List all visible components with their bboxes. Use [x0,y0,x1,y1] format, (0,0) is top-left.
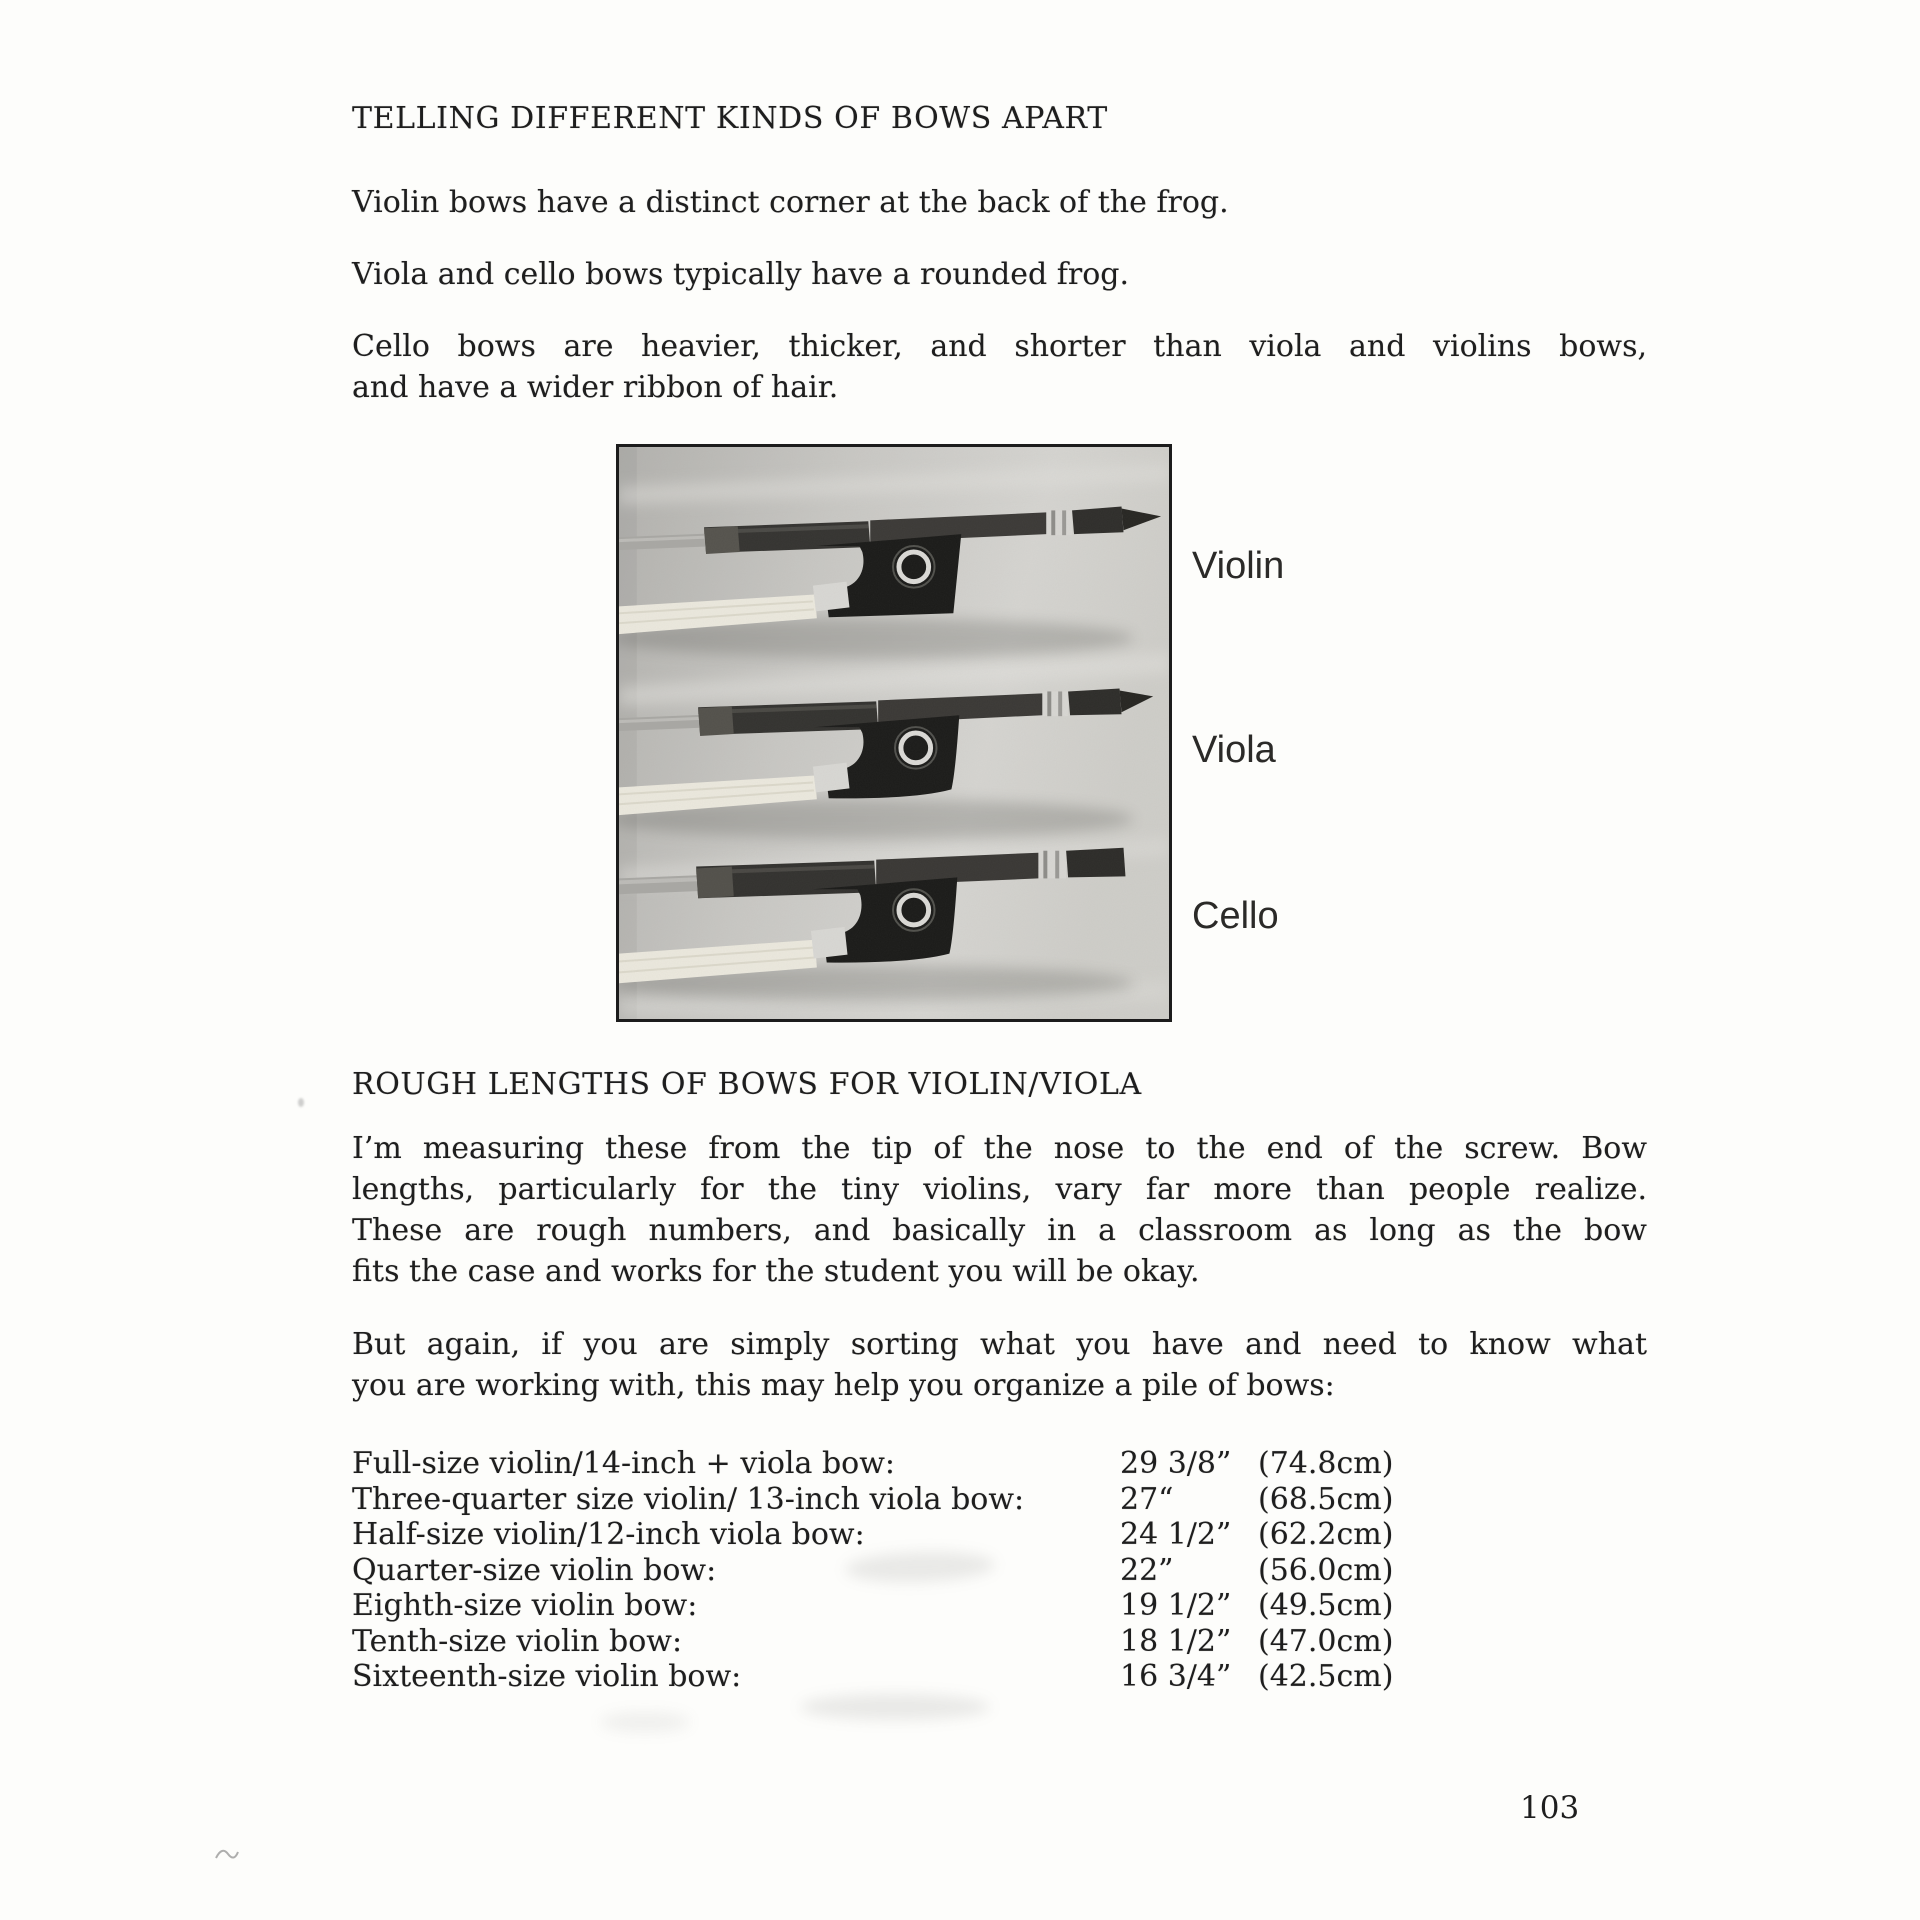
bow-length-inches: 19 1/2” [1120,1588,1232,1623]
section-heading-bow-lengths: ROUGH LENGTHS OF BOWS FOR VIOLIN/VIOLA [352,1067,1142,1102]
bow-length-cm: (74.8cm) [1258,1446,1394,1481]
page-title: TELLING DIFFERENT KINDS OF BOWS APART [352,101,1108,136]
bow-type-label: Half-size violin/12-inch viola bow: [352,1517,865,1552]
text-line: Cello bows are heavier, thicker, and shorter than viola and violins bows, [352,329,1647,364]
bow-length-cm: (42.5cm) [1258,1659,1394,1694]
table-row [352,1517,1393,1553]
paragraph-cello-bows [352,326,1647,408]
bows-photo [616,444,1172,1022]
table-row [352,1659,1393,1695]
table-row [352,1482,1393,1518]
table-row [352,1624,1393,1660]
paragraph-violin-frog: Violin bows have a distinct corner at the back of the frog. [352,185,1229,220]
bow-length-cm: (56.0cm) [1258,1552,1394,1588]
figure-label-violin: Violin [1192,545,1285,587]
text-line: I’m measuring these from the tip of the nose to the end of the screw. Bow [352,1131,1647,1166]
bow-length-cm: (47.0cm) [1258,1623,1394,1659]
bow-length-cm: (68.5cm) [1258,1481,1394,1517]
figure-label-viola: Viola [1192,729,1276,771]
page-number: 103 [1520,1790,1580,1826]
bow-length-inches: 29 3/8” [1120,1446,1232,1481]
bows-photo-image [619,447,1169,1019]
bow-length-inches: 24 1/2” [1120,1517,1232,1552]
bow-type-label: Full-size violin/14-inch + viola bow: [352,1446,896,1481]
bow-length-inches: 22” [1120,1552,1174,1588]
text-line: lengths, particularly for the tiny violins, vary far more than people realize. [352,1172,1647,1207]
figure-label-cello: Cello [1192,895,1279,937]
table-row [352,1446,1393,1482]
paragraph-sorting [352,1324,1647,1406]
bow-length-cm: (62.2cm) [1258,1517,1394,1552]
pencil-mark [214,1844,240,1862]
scan-grain [619,447,1169,1019]
text-line: you are working with, this may help you organize a pile of bows: [352,1368,1335,1403]
scan-smudge [600,1712,690,1732]
bow-type-label: Quarter-size violin bow: [352,1552,717,1588]
bow-length-inches: 27“ [1120,1481,1174,1517]
bow-type-label: Sixteenth-size violin bow: [352,1659,742,1694]
paragraph-measuring [352,1128,1647,1292]
paragraph-viola-cello-frog: Viola and cello bows typically have a rounded frog. [352,257,1129,292]
text-line: and have a wider ribbon of hair. [352,370,839,405]
text-line: These are rough numbers, and basically in a classroom as long as the bow [352,1213,1647,1248]
scan-smudge [800,1694,990,1720]
table-row [352,1588,1393,1624]
bow-length-inches: 18 1/2” [1120,1623,1232,1659]
text-line: fits the case and works for the student you will be okay. [352,1254,1200,1289]
bow-type-label: Eighth-size violin bow: [352,1588,698,1623]
bow-length-inches: 16 3/4” [1120,1659,1232,1694]
text-line: But again, if you are simply sorting what you have and need to know what [352,1327,1647,1362]
bow-type-label: Tenth-size violin bow: [352,1623,683,1659]
bow-length-cm: (49.5cm) [1258,1588,1394,1623]
scan-speck [298,1098,304,1107]
bow-type-label: Three-quarter size violin/ 13-inch viola bow: [352,1481,1025,1517]
